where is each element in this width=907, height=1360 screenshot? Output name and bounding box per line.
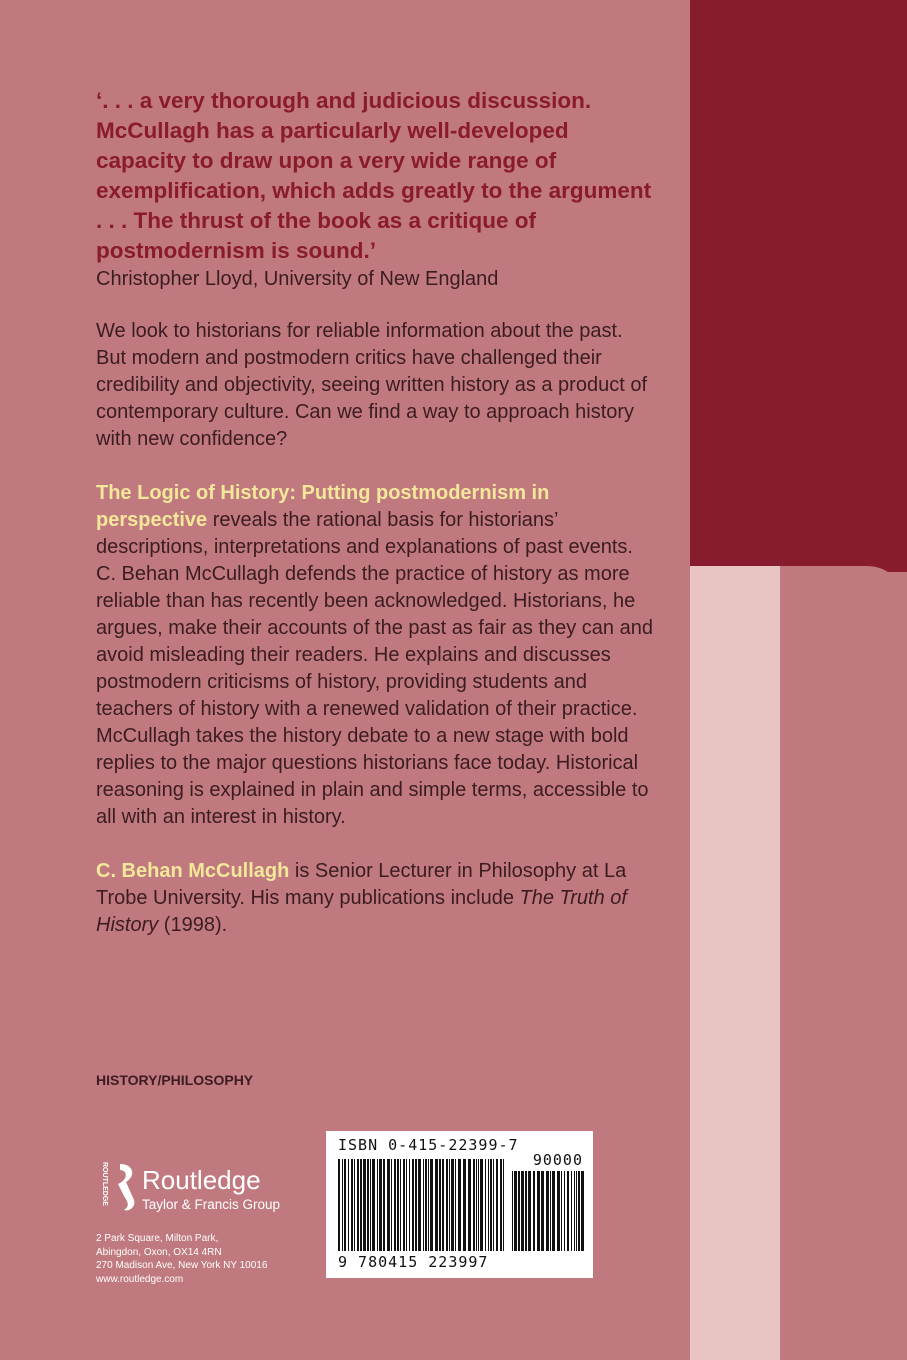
barcode-bar: [567, 1171, 569, 1251]
logo-mark-shape: [118, 1164, 134, 1210]
barcode-bar: [403, 1159, 405, 1251]
barcode-bar: [377, 1159, 378, 1251]
barcode-bar: [550, 1171, 551, 1251]
addon-barcode-icon: [512, 1171, 584, 1253]
address-line: 2 Park Square, Milton Park,: [96, 1233, 219, 1244]
barcode-bar: [451, 1159, 454, 1251]
description-body: reveals the rational basis for historians’ descriptions, interpretations and explanations of past events. C. Behan McCullagh defends the practice of history as more reliable than has recently been acknowledged. Historians, he argues, make their accounts of the past as fair as they can and avoid misleading their readers. He explains and discusses postmodern criticisms of history, providing students and teachers of history with a renewed validation of their practice. McCullagh takes the history debate to a new stage with bold replies to the major questions historians face today. Historical reasoning is explained in plain and simple terms, accessible to all with an interest in history.: [96, 509, 653, 828]
barcode-bar: [571, 1171, 572, 1251]
publisher-group: Taylor & Francis Group: [142, 1197, 281, 1212]
barcode-bar: [409, 1159, 410, 1251]
bio-book-title: The Truth of History: [96, 887, 627, 936]
publisher-block: [142, 1166, 280, 1214]
barcode-bar: [372, 1159, 375, 1251]
barcode-bar: [379, 1159, 382, 1251]
barcode-bar: [488, 1159, 489, 1251]
bio-text-before: is Senior Lecturer in Philosophy at La Trobe University. His many publications include: [96, 860, 627, 909]
barcode-bar: [455, 1159, 456, 1251]
barcode-bar: [473, 1159, 475, 1251]
barcode-bar: [493, 1159, 494, 1251]
barcode-bar: [370, 1159, 371, 1251]
barcode-bar: [348, 1159, 349, 1251]
author-name: C. Behan McCullagh: [96, 860, 290, 882]
barcode-bar: [490, 1159, 492, 1251]
barcode-bar: [428, 1159, 429, 1251]
barcode-bar: [423, 1159, 424, 1251]
barcode-bar: [578, 1171, 580, 1251]
barcode-bar: [480, 1159, 483, 1251]
barcode-bar: [533, 1171, 535, 1251]
book-title: The Logic of History: Putting postmodernism in perspective: [96, 482, 550, 531]
barcode-bar: [485, 1159, 486, 1251]
spine-pink-panel: [780, 566, 907, 1360]
barcode-bar: [546, 1171, 549, 1251]
barcode-bar: [418, 1159, 421, 1251]
barcode-bar: [468, 1159, 471, 1251]
address-line: 270 Madison Ave, New York NY 10016: [96, 1260, 268, 1271]
barcode-bar: [363, 1159, 366, 1251]
barcode-bar: [435, 1159, 438, 1251]
barcode-bar: [478, 1159, 479, 1251]
category-label: HISTORY/PHILOSOPHY: [96, 1072, 254, 1088]
barcode-bar: [415, 1159, 417, 1251]
barcode-bar: [525, 1171, 527, 1251]
barcode-bar: [476, 1159, 477, 1251]
barcode-bar: [512, 1171, 513, 1251]
barcode-bar: [442, 1159, 444, 1251]
barcode-bar: [360, 1159, 362, 1251]
barcode-bar: [400, 1159, 401, 1251]
barcode-bar: [574, 1171, 575, 1251]
barcode-bar: [581, 1171, 584, 1251]
barcode-bar: [561, 1171, 562, 1251]
barcode-bar: [342, 1159, 343, 1251]
barcode-bar: [354, 1159, 355, 1251]
barcode-bar: [406, 1159, 407, 1251]
barcode-bar: [367, 1159, 369, 1251]
publisher-name: Routledge: [142, 1165, 261, 1195]
barcode-bar: [552, 1171, 555, 1251]
barcode-bar: [397, 1159, 399, 1251]
barcode-bar: [528, 1171, 531, 1251]
intro-paragraph: We look to historians for reliable information about the past. But modern and postmodern critics have challenged their credibility and objectivity, seeing written history as a product of contemporary culture. Can we find a way to approach history with new confidence?: [96, 320, 648, 450]
barcode-bar: [500, 1159, 502, 1251]
barcode-bar: [351, 1159, 353, 1251]
back-cover-text: [96, 86, 656, 939]
publisher-address: [96, 1232, 267, 1286]
barcode-bar: [394, 1159, 396, 1251]
barcode-bar: [344, 1159, 346, 1251]
barcode-bar: [383, 1159, 385, 1251]
barcode-bar: [518, 1171, 520, 1251]
barcode-bar: [430, 1159, 433, 1251]
spine-dark-panel: [690, 0, 907, 572]
spine-light-strip: [690, 566, 780, 1360]
barcode-panel: [326, 1131, 593, 1278]
author-bio: [96, 858, 656, 939]
isbn-label: ISBN 0-415-22399-7: [338, 1136, 519, 1154]
address-line: www.routledge.com: [96, 1273, 184, 1285]
barcode-bar: [503, 1159, 504, 1251]
review-attribution: Christopher Lloyd, University of New England: [96, 268, 499, 290]
ean-barcode-icon: [338, 1159, 508, 1255]
barcode-bar: [446, 1159, 448, 1251]
bio-text-after: (1998).: [158, 914, 228, 936]
barcode-bar: [338, 1159, 340, 1251]
barcode-bar: [439, 1159, 441, 1251]
barcode-bar: [576, 1171, 577, 1251]
barcode-bar: [521, 1171, 524, 1251]
barcode-bar: [564, 1171, 565, 1251]
description-paragraph: [96, 480, 656, 831]
review-quote: ‘. . . a very thorough and judicious discussion. McCullagh has a particularly well-developed capacity to draw upon a very wide range of exemplification, which adds greatly to the argument . . . The thrust of the book as a critique of postmodernism is sound.’: [96, 88, 652, 263]
barcode-bar: [463, 1159, 466, 1251]
address-line: Abingdon, Oxon, OX14 4RN: [96, 1246, 222, 1258]
barcode-bar: [449, 1159, 450, 1251]
barcode-bar: [557, 1171, 560, 1251]
barcode-bar: [537, 1171, 540, 1251]
barcode-bar: [496, 1159, 498, 1251]
price-code: 90000: [532, 1151, 583, 1169]
barcode-bar: [391, 1159, 392, 1251]
barcode-bar: [425, 1159, 427, 1251]
barcode-bar: [412, 1159, 414, 1251]
logo-vertical-text: ROUTLEDGE: [101, 1162, 108, 1206]
barcode-bar: [387, 1159, 390, 1251]
barcode-bar: [514, 1171, 517, 1251]
barcode-bar: [357, 1159, 359, 1251]
barcode-bar: [541, 1171, 544, 1251]
barcode-bar: [458, 1159, 461, 1251]
ean-number: 9 780415 223997: [338, 1253, 489, 1271]
